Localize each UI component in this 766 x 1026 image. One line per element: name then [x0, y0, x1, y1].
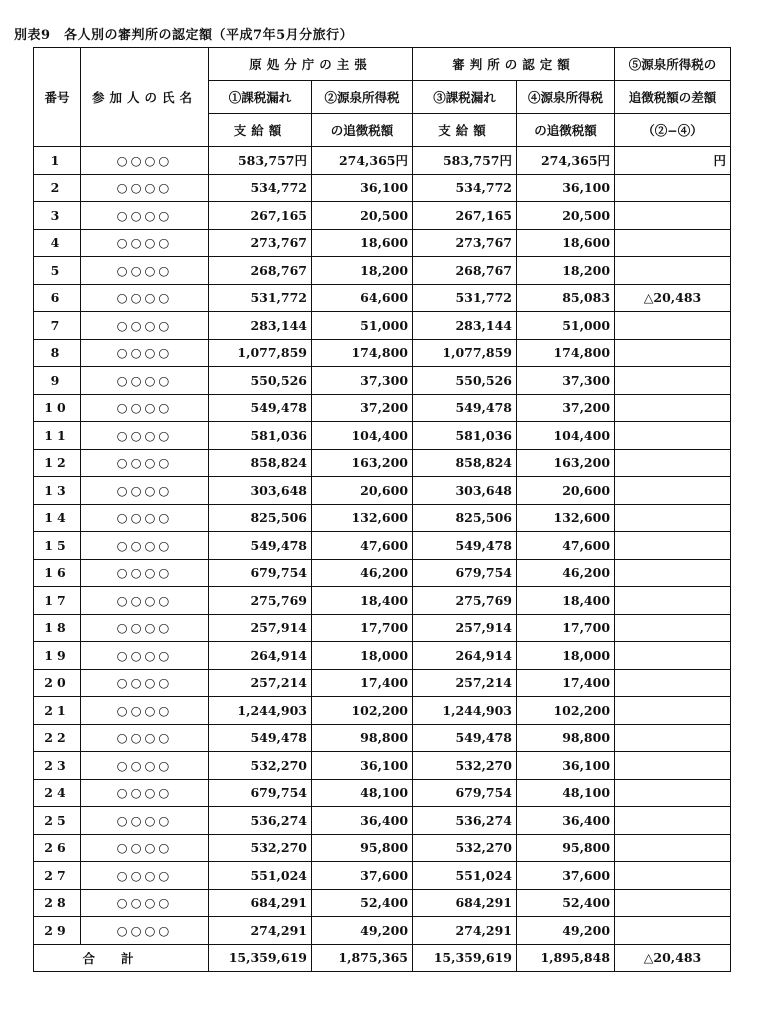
header-col3-line2: 支給額	[413, 114, 517, 147]
row-col2: 95,800	[312, 834, 413, 862]
row-col4: 20,600	[517, 477, 615, 505]
table-row	[34, 697, 731, 725]
row-col3: 532,270	[413, 834, 517, 862]
row-col4: 98,800	[517, 724, 615, 752]
row-col3: 1,244,903	[413, 697, 517, 725]
row-col3: 858,824	[413, 449, 517, 477]
row-col3: 274,291	[413, 917, 517, 945]
row-number: 16	[34, 559, 81, 587]
row-participant-name: ○○○○	[81, 202, 209, 230]
table-row	[34, 862, 731, 890]
row-col3: 532,270	[413, 752, 517, 780]
row-col5	[615, 532, 731, 560]
table-row	[34, 367, 731, 395]
row-col4: 37,300	[517, 367, 615, 395]
row-number: 27	[34, 862, 81, 890]
row-participant-name: ○○○○	[81, 587, 209, 615]
row-col4: 18,600	[517, 229, 615, 257]
row-col3: 257,214	[413, 669, 517, 697]
row-col4: 49,200	[517, 917, 615, 945]
row-col4: 48,100	[517, 779, 615, 807]
row-participant-name: ○○○○	[81, 917, 209, 945]
header-col5-line1: ⑤源泉所得税の	[615, 48, 731, 81]
row-col5	[615, 257, 731, 285]
row-col2: 46,200	[312, 559, 413, 587]
row-col5	[615, 614, 731, 642]
row-col2: 132,600	[312, 504, 413, 532]
row-col1: 536,274	[209, 807, 312, 835]
table-row	[34, 669, 731, 697]
row-col1: 531,772	[209, 284, 312, 312]
row-number: 22	[34, 724, 81, 752]
row-col1: 273,767	[209, 229, 312, 257]
row-number: 12	[34, 449, 81, 477]
row-col5	[615, 449, 731, 477]
row-col4: 36,100	[517, 174, 615, 202]
row-col4: 17,400	[517, 669, 615, 697]
row-col2: 51,000	[312, 312, 413, 340]
row-participant-name: ○○○○	[81, 779, 209, 807]
row-col2: 36,100	[312, 752, 413, 780]
row-col4: 18,400	[517, 587, 615, 615]
row-col3: 267,165	[413, 202, 517, 230]
row-participant-name: ○○○○	[81, 807, 209, 835]
row-participant-name: ○○○○	[81, 752, 209, 780]
row-col5	[615, 339, 731, 367]
table-row	[34, 312, 731, 340]
row-col5	[615, 724, 731, 752]
total-col1: 15,359,619	[209, 944, 312, 972]
row-number: 8	[34, 339, 81, 367]
row-col2: 64,600	[312, 284, 413, 312]
table-row	[34, 147, 731, 175]
row-col4: 95,800	[517, 834, 615, 862]
row-col3: 825,506	[413, 504, 517, 532]
row-col1: 679,754	[209, 559, 312, 587]
row-col1: 549,478	[209, 724, 312, 752]
row-number: 29	[34, 917, 81, 945]
row-col3: 283,144	[413, 312, 517, 340]
row-participant-name: ○○○○	[81, 724, 209, 752]
row-col1: 283,144	[209, 312, 312, 340]
row-col1: 534,772	[209, 174, 312, 202]
row-number: 21	[34, 697, 81, 725]
row-number: 3	[34, 202, 81, 230]
row-col1: 550,526	[209, 367, 312, 395]
table-row	[34, 394, 731, 422]
row-col4: 102,200	[517, 697, 615, 725]
row-col3: 549,478	[413, 724, 517, 752]
table-row	[34, 477, 731, 505]
total-label: 合計	[34, 944, 209, 972]
row-col2: 20,500	[312, 202, 413, 230]
row-col3: 679,754	[413, 779, 517, 807]
row-col1: 684,291	[209, 889, 312, 917]
total-col4: 1,895,848	[517, 944, 615, 972]
row-col2: 104,400	[312, 422, 413, 450]
row-col3: 581,036	[413, 422, 517, 450]
row-col4: 37,200	[517, 394, 615, 422]
row-col2: 36,400	[312, 807, 413, 835]
row-participant-name: ○○○○	[81, 257, 209, 285]
row-col5	[615, 504, 731, 532]
table-row	[34, 614, 731, 642]
row-number: 17	[34, 587, 81, 615]
row-col5	[615, 889, 731, 917]
row-col5	[615, 587, 731, 615]
row-col2: 48,100	[312, 779, 413, 807]
table-row	[34, 229, 731, 257]
row-col5	[615, 697, 731, 725]
row-col5	[615, 174, 731, 202]
row-participant-name: ○○○○	[81, 614, 209, 642]
row-col1: 583,757円	[209, 147, 312, 175]
table-row	[34, 504, 731, 532]
row-col5	[615, 642, 731, 670]
row-participant-name: ○○○○	[81, 312, 209, 340]
header-tribunal-amount: 審判所の認定額	[413, 48, 615, 81]
row-col3: 551,024	[413, 862, 517, 890]
row-col2: 18,600	[312, 229, 413, 257]
row-col5	[615, 422, 731, 450]
row-col3: 684,291	[413, 889, 517, 917]
row-col2: 20,600	[312, 477, 413, 505]
row-col5	[615, 669, 731, 697]
row-col3: 264,914	[413, 642, 517, 670]
row-col2: 18,400	[312, 587, 413, 615]
row-col5	[615, 807, 731, 835]
row-col3: 583,757円	[413, 147, 517, 175]
row-participant-name: ○○○○	[81, 367, 209, 395]
row-number: 4	[34, 229, 81, 257]
table-row	[34, 642, 731, 670]
row-col1: 858,824	[209, 449, 312, 477]
row-col1: 551,024	[209, 862, 312, 890]
row-col1: 825,506	[209, 504, 312, 532]
row-col3: 549,478	[413, 394, 517, 422]
row-col4: 47,600	[517, 532, 615, 560]
row-participant-name: ○○○○	[81, 559, 209, 587]
row-col1: 268,767	[209, 257, 312, 285]
table-row	[34, 422, 731, 450]
header-participant-name: 参加人の氏名	[81, 48, 209, 147]
row-number: 23	[34, 752, 81, 780]
row-col4: 132,600	[517, 504, 615, 532]
row-participant-name: ○○○○	[81, 174, 209, 202]
row-participant-name: ○○○○	[81, 229, 209, 257]
row-col2: 174,800	[312, 339, 413, 367]
row-col2: 49,200	[312, 917, 413, 945]
row-col2: 274,365円	[312, 147, 413, 175]
table-row	[34, 807, 731, 835]
header-col5-line2: 追徴税額の差額	[615, 81, 731, 114]
row-number: 13	[34, 477, 81, 505]
row-col1: 532,270	[209, 834, 312, 862]
row-col1: 581,036	[209, 422, 312, 450]
row-participant-name: ○○○○	[81, 669, 209, 697]
row-participant-name: ○○○○	[81, 147, 209, 175]
row-col5	[615, 862, 731, 890]
row-col3: 268,767	[413, 257, 517, 285]
row-number: 25	[34, 807, 81, 835]
row-col1: 549,478	[209, 394, 312, 422]
row-col3: 679,754	[413, 559, 517, 587]
row-number: 9	[34, 367, 81, 395]
table-row	[34, 202, 731, 230]
row-col2: 37,600	[312, 862, 413, 890]
header-original-claim: 原処分庁の主張	[209, 48, 413, 81]
header-col1-line1: ①課税漏れ	[209, 81, 312, 114]
row-col4: 37,600	[517, 862, 615, 890]
row-col2: 98,800	[312, 724, 413, 752]
row-col4: 18,200	[517, 257, 615, 285]
row-col4: 51,000	[517, 312, 615, 340]
row-col1: 267,165	[209, 202, 312, 230]
row-participant-name: ○○○○	[81, 449, 209, 477]
header-col4-line2: の追徴税額	[517, 114, 615, 147]
row-number: 15	[34, 532, 81, 560]
row-col3: 549,478	[413, 532, 517, 560]
row-col5	[615, 559, 731, 587]
row-participant-name: ○○○○	[81, 889, 209, 917]
row-col4: 36,100	[517, 752, 615, 780]
row-col5: 円	[615, 147, 731, 175]
table-row	[34, 339, 731, 367]
total-col5: △20,483	[615, 944, 731, 972]
row-col3: 275,769	[413, 587, 517, 615]
row-col4: 18,000	[517, 642, 615, 670]
row-participant-name: ○○○○	[81, 339, 209, 367]
row-participant-name: ○○○○	[81, 697, 209, 725]
row-col5	[615, 752, 731, 780]
row-participant-name: ○○○○	[81, 862, 209, 890]
table-caption: 別表9 各人別の審判所の認定額（平成7年5月分旅行）	[14, 28, 354, 43]
assessment-table	[33, 47, 731, 972]
row-col5	[615, 202, 731, 230]
row-col1: 257,914	[209, 614, 312, 642]
row-number: 11	[34, 422, 81, 450]
row-col5	[615, 312, 731, 340]
row-col2: 17,700	[312, 614, 413, 642]
row-col3: 534,772	[413, 174, 517, 202]
row-col1: 1,244,903	[209, 697, 312, 725]
header-col2-line1: ②源泉所得税	[312, 81, 413, 114]
total-col2: 1,875,365	[312, 944, 413, 972]
row-participant-name: ○○○○	[81, 422, 209, 450]
row-number: 28	[34, 889, 81, 917]
row-number: 10	[34, 394, 81, 422]
row-col2: 18,000	[312, 642, 413, 670]
row-number: 18	[34, 614, 81, 642]
row-col1: 274,291	[209, 917, 312, 945]
table-row	[34, 779, 731, 807]
row-col5	[615, 477, 731, 505]
table-row	[34, 889, 731, 917]
row-number: 7	[34, 312, 81, 340]
row-col4: 17,700	[517, 614, 615, 642]
row-participant-name: ○○○○	[81, 834, 209, 862]
row-col2: 37,200	[312, 394, 413, 422]
row-col2: 17,400	[312, 669, 413, 697]
row-col3: 531,772	[413, 284, 517, 312]
row-col2: 47,600	[312, 532, 413, 560]
table-body	[34, 147, 731, 945]
table-row	[34, 752, 731, 780]
row-col4: 274,365円	[517, 147, 615, 175]
table-row	[34, 449, 731, 477]
row-col2: 18,200	[312, 257, 413, 285]
row-col5	[615, 367, 731, 395]
header-col5-line3: （②−④）	[615, 114, 731, 147]
row-col3: 273,767	[413, 229, 517, 257]
header-col3-line1: ③課税漏れ	[413, 81, 517, 114]
row-col2: 102,200	[312, 697, 413, 725]
row-number: 1	[34, 147, 81, 175]
row-col1: 264,914	[209, 642, 312, 670]
row-number: 6	[34, 284, 81, 312]
row-col4: 85,083	[517, 284, 615, 312]
row-col3: 257,914	[413, 614, 517, 642]
row-col5	[615, 394, 731, 422]
row-col1: 1,077,859	[209, 339, 312, 367]
row-col1: 275,769	[209, 587, 312, 615]
row-col3: 536,274	[413, 807, 517, 835]
row-number: 24	[34, 779, 81, 807]
row-participant-name: ○○○○	[81, 504, 209, 532]
table-row	[34, 834, 731, 862]
row-col5	[615, 229, 731, 257]
header-col2-line2: の追徴税額	[312, 114, 413, 147]
row-number: 5	[34, 257, 81, 285]
row-col2: 52,400	[312, 889, 413, 917]
table-row	[34, 532, 731, 560]
row-col2: 37,300	[312, 367, 413, 395]
row-col1: 532,270	[209, 752, 312, 780]
row-col5	[615, 834, 731, 862]
row-participant-name: ○○○○	[81, 284, 209, 312]
table-row	[34, 587, 731, 615]
row-col4: 36,400	[517, 807, 615, 835]
table-row	[34, 559, 731, 587]
table-row	[34, 284, 731, 312]
row-col1: 679,754	[209, 779, 312, 807]
table-row	[34, 257, 731, 285]
row-participant-name: ○○○○	[81, 642, 209, 670]
row-col3: 1,077,859	[413, 339, 517, 367]
table-row	[34, 724, 731, 752]
row-number: 19	[34, 642, 81, 670]
row-col5	[615, 779, 731, 807]
row-col4: 52,400	[517, 889, 615, 917]
header-col4-line1: ④源泉所得税	[517, 81, 615, 114]
row-col3: 303,648	[413, 477, 517, 505]
row-col1: 257,214	[209, 669, 312, 697]
table-row	[34, 174, 731, 202]
row-col2: 36,100	[312, 174, 413, 202]
row-col1: 549,478	[209, 532, 312, 560]
row-participant-name: ○○○○	[81, 477, 209, 505]
row-col4: 104,400	[517, 422, 615, 450]
row-col2: 163,200	[312, 449, 413, 477]
header-col1-line2: 支給額	[209, 114, 312, 147]
row-participant-name: ○○○○	[81, 532, 209, 560]
row-number: 14	[34, 504, 81, 532]
table-row	[34, 917, 731, 945]
row-col5: △20,483	[615, 284, 731, 312]
total-col3: 15,359,619	[413, 944, 517, 972]
row-number: 20	[34, 669, 81, 697]
header-number: 番号	[34, 48, 81, 147]
row-number: 26	[34, 834, 81, 862]
row-number: 2	[34, 174, 81, 202]
row-participant-name: ○○○○	[81, 394, 209, 422]
total-row	[34, 944, 731, 972]
row-col3: 550,526	[413, 367, 517, 395]
row-col4: 163,200	[517, 449, 615, 477]
row-col4: 20,500	[517, 202, 615, 230]
row-col4: 46,200	[517, 559, 615, 587]
row-col1: 303,648	[209, 477, 312, 505]
row-col5	[615, 917, 731, 945]
row-col4: 174,800	[517, 339, 615, 367]
